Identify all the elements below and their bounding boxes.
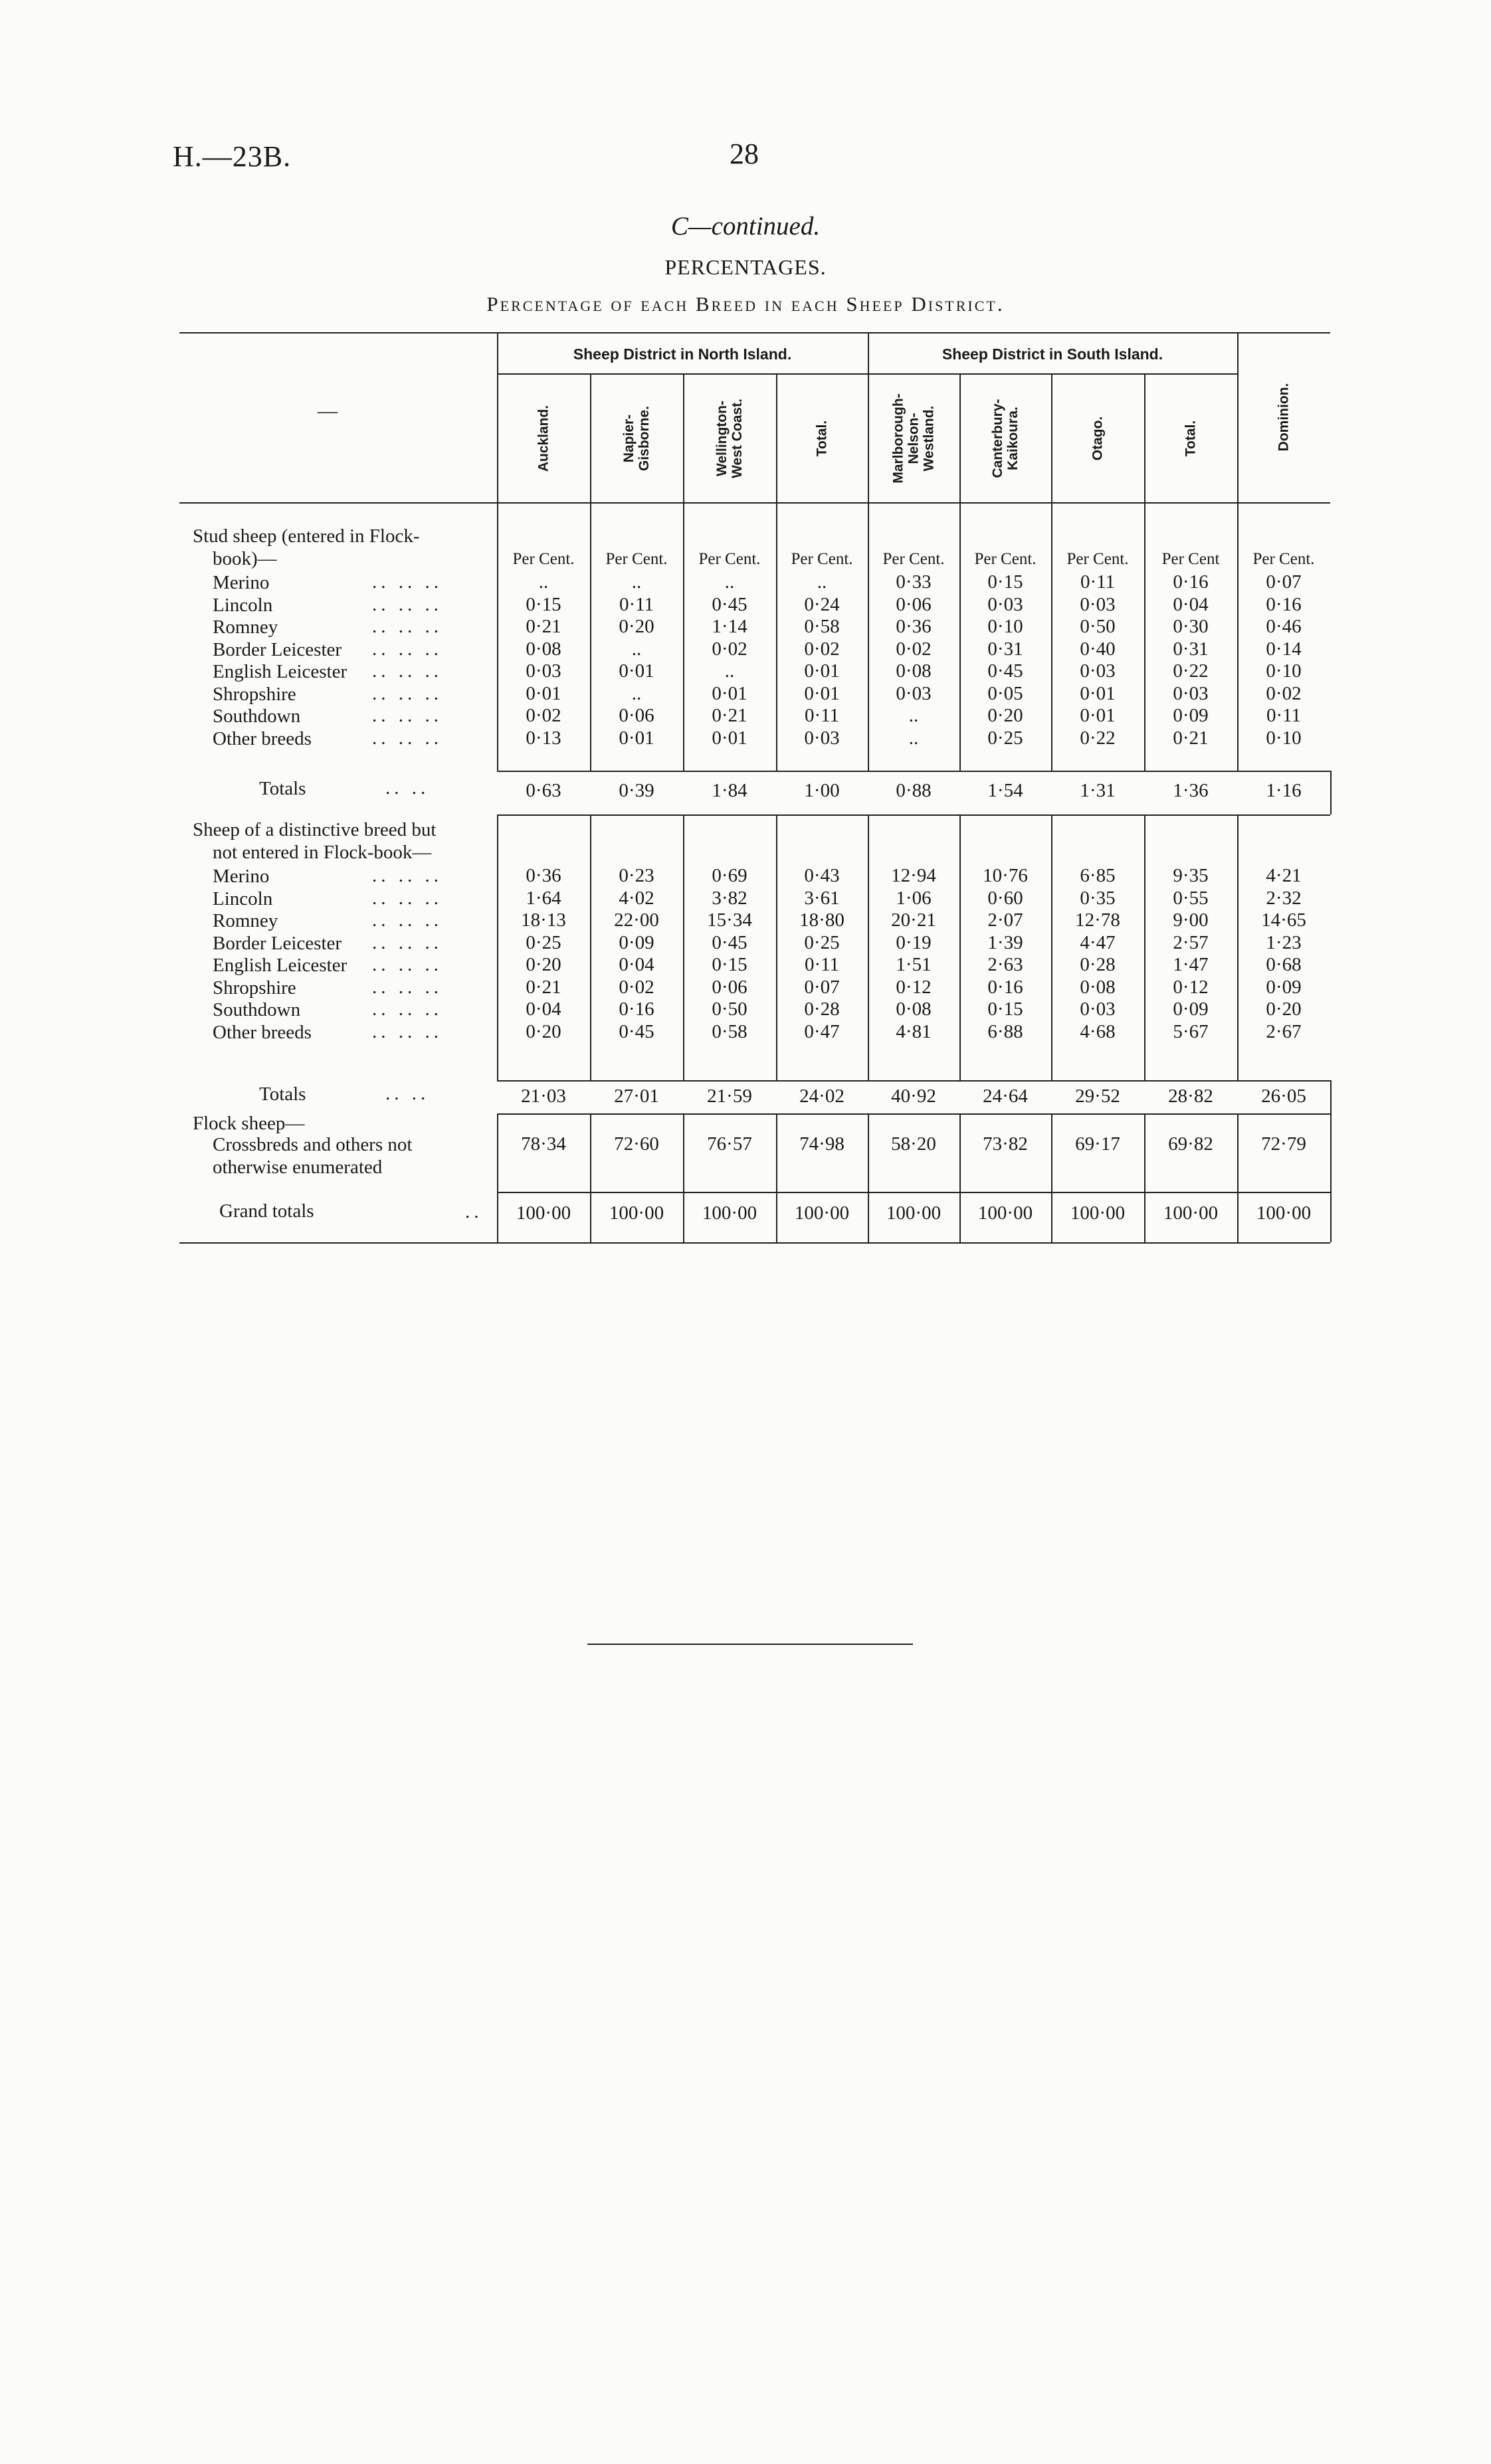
column-rule <box>1237 332 1239 502</box>
section-heading: Flock sheep— <box>193 1113 305 1134</box>
row-label: Merino <box>213 572 270 593</box>
column-header-label: Marlborough- Nelson- Westland. <box>890 393 937 484</box>
leader-dots: .. .. .. <box>372 931 443 953</box>
value-cell: 0·22 <box>1080 727 1116 749</box>
value-cell: 0·04 <box>619 954 654 975</box>
leader-dots: .. .. .. <box>372 593 443 615</box>
value-cell: .. <box>631 571 642 593</box>
value-cell: 0·24 <box>804 593 840 615</box>
value-cell: 0·15 <box>987 998 1023 1020</box>
unit-cell: Per Cent. <box>605 550 668 568</box>
column-header-label: Auckland. <box>536 405 551 472</box>
leader-dots: .. .. .. <box>372 909 443 931</box>
value-cell: 69·17 <box>1075 1133 1120 1155</box>
column-rule <box>776 373 777 502</box>
leader-dots: .. .. .. <box>372 887 443 909</box>
south-group-rule <box>868 373 1237 375</box>
value-cell: .. <box>817 571 827 593</box>
value-cell: 0·10 <box>1266 727 1302 749</box>
value-cell: 0·02 <box>1266 682 1302 704</box>
value-cell: 1·31 <box>1080 780 1116 801</box>
value-cell: .. <box>724 660 735 682</box>
value-cell: 0·14 <box>1266 638 1302 660</box>
row-label: English Leicester <box>213 661 348 682</box>
value-cell: 0·21 <box>526 616 561 637</box>
leader-dots: .. .. .. <box>372 682 443 704</box>
section-heading: Sheep of a distinctive breed but <box>193 819 437 840</box>
value-cell: 27·01 <box>614 1086 659 1107</box>
value-cell: 0·03 <box>987 593 1023 615</box>
value-cell: 0·40 <box>1080 638 1116 660</box>
value-cell: 0·69 <box>712 865 747 886</box>
value-cell: 74·98 <box>799 1133 845 1155</box>
value-cell: 18·13 <box>521 909 566 931</box>
value-cell: 100·00 <box>794 1202 850 1224</box>
value-cell: 40·92 <box>891 1086 936 1107</box>
value-cell: 0·12 <box>1173 976 1209 998</box>
value-cell: .. <box>631 638 642 660</box>
value-cell: 0·02 <box>896 638 932 660</box>
value-cell: 0·03 <box>896 682 932 704</box>
value-cell: 3·82 <box>712 887 747 909</box>
leader-dots: .. .. .. <box>372 571 443 593</box>
leader-dots: .. .. <box>385 1083 430 1104</box>
value-cell: 28·82 <box>1168 1086 1213 1107</box>
page-number: 28 <box>730 138 759 170</box>
value-cell: 0·63 <box>526 780 561 801</box>
value-cell: 0·13 <box>526 727 561 749</box>
value-cell: 3·61 <box>804 887 840 909</box>
unit-cell: Per Cent. <box>512 550 575 568</box>
value-cell: 0·02 <box>619 976 654 998</box>
column-header-label: Napier- Gisborne. <box>621 405 652 472</box>
column-rule <box>590 373 591 502</box>
value-cell: 0·25 <box>987 727 1023 749</box>
value-cell: 4·68 <box>1080 1020 1116 1042</box>
column-header-label: Wellington- West Coast. <box>714 399 745 478</box>
leader-dots: .. .. .. <box>372 954 443 975</box>
value-cell: 0·03 <box>526 660 561 682</box>
value-cell: 0·35 <box>1080 887 1116 909</box>
value-cell: 0·88 <box>896 780 932 801</box>
value-cell: 21·59 <box>707 1086 752 1107</box>
value-cell: 0·58 <box>804 616 840 637</box>
value-cell: 0·10 <box>1266 660 1302 682</box>
value-cell: 0·20 <box>1266 998 1302 1020</box>
value-cell: 0·15 <box>712 954 747 975</box>
column-header-label: Dominion. <box>1276 383 1292 452</box>
value-cell: 100·00 <box>516 1202 571 1224</box>
value-cell: 1·64 <box>526 887 561 909</box>
value-cell: 22·00 <box>614 909 659 931</box>
value-cell: 0·11 <box>804 705 840 726</box>
value-cell: 0·55 <box>1173 887 1209 909</box>
value-cell: 0·07 <box>804 976 840 998</box>
row-label: Other breeds <box>213 727 312 749</box>
value-cell: 72·79 <box>1261 1133 1306 1155</box>
row-label: otherwise enumerated <box>213 1157 383 1178</box>
value-cell: 0·23 <box>619 865 654 886</box>
leader-dots: .. .. .. <box>372 616 443 637</box>
row-label: Lincoln <box>213 594 273 616</box>
value-cell: 100·00 <box>977 1202 1033 1224</box>
value-cell: 58·20 <box>891 1133 936 1155</box>
value-cell: 1·47 <box>1173 954 1209 975</box>
value-cell: 21·03 <box>521 1086 566 1107</box>
value-cell: 0·33 <box>896 571 932 593</box>
value-cell: 1·54 <box>987 780 1023 801</box>
column-rule <box>1144 373 1145 502</box>
value-cell: 0·50 <box>712 998 747 1020</box>
value-cell: 0·09 <box>619 931 654 953</box>
section-subtitle: PERCENTAGES. <box>664 255 827 279</box>
leader-dots: .. .. .. <box>372 727 443 749</box>
value-cell: 1·00 <box>804 780 840 801</box>
value-cell: 26·05 <box>1261 1086 1306 1107</box>
row-label: Border Leicester <box>213 932 342 954</box>
value-cell: 6·88 <box>987 1020 1023 1042</box>
value-cell: 0·20 <box>526 954 561 975</box>
value-cell: 0·58 <box>712 1020 747 1042</box>
value-cell: 0·03 <box>1080 998 1116 1020</box>
header-bottom-rule <box>179 502 1330 504</box>
value-cell: 0·39 <box>619 780 654 801</box>
value-cell: 0·01 <box>804 682 840 704</box>
value-cell: 15·34 <box>707 909 752 931</box>
value-cell: 0·09 <box>1173 705 1209 726</box>
value-cell: 0·15 <box>987 571 1023 593</box>
value-cell: 0·22 <box>1173 660 1209 682</box>
value-cell: 1·39 <box>987 931 1023 953</box>
table-top-rule <box>179 332 1330 333</box>
value-cell: 0·47 <box>804 1020 840 1042</box>
unit-cell: Per Cent. <box>791 550 853 568</box>
value-cell: 0·19 <box>896 931 932 953</box>
value-cell: .. <box>724 571 735 593</box>
value-cell: 10·76 <box>983 865 1028 886</box>
value-cell: 0·03 <box>1080 660 1116 682</box>
row-label: Romney <box>213 910 278 931</box>
value-cell: 4·02 <box>619 887 654 909</box>
value-cell: 0·01 <box>619 727 654 749</box>
row-label: Shropshire <box>213 977 296 998</box>
value-cell: 0·12 <box>896 976 932 998</box>
value-cell: 1·84 <box>712 780 747 801</box>
unit-cell: Per Cent. <box>698 550 761 568</box>
value-cell: 29·52 <box>1075 1086 1120 1107</box>
row-label: Southdown <box>213 706 301 727</box>
value-cell: 2·57 <box>1173 931 1209 953</box>
leader-dots: .. .. <box>385 777 430 799</box>
value-cell: 0·28 <box>804 998 840 1020</box>
value-cell: 0·01 <box>526 682 561 704</box>
value-cell: 20·21 <box>891 909 936 931</box>
value-cell: 4·81 <box>896 1020 932 1042</box>
column-rule <box>683 373 684 502</box>
value-cell: 0·16 <box>619 998 654 1020</box>
value-cell: 69·82 <box>1168 1133 1213 1155</box>
value-cell: 0·68 <box>1266 954 1302 975</box>
north-island-group-label: Sheep District in North Island. <box>573 345 792 363</box>
value-cell: 100·00 <box>1070 1202 1126 1224</box>
totals-rule <box>497 771 1330 772</box>
value-cell: 0·36 <box>896 616 932 637</box>
column-header-label: Otago. <box>1090 416 1106 461</box>
value-cell: 0·15 <box>526 593 561 615</box>
value-cell: 2·67 <box>1266 1020 1302 1042</box>
value-cell: 0·20 <box>987 705 1023 726</box>
value-cell: 0·25 <box>804 931 840 953</box>
grand-totals-label: Grand totals <box>219 1200 314 1222</box>
unit-cell: Per Cent <box>1161 550 1220 568</box>
value-cell: 12·94 <box>891 865 936 886</box>
value-cell: 0·01 <box>712 727 747 749</box>
value-cell: 1·36 <box>1173 780 1209 801</box>
section-title: C—continued. <box>670 212 821 240</box>
value-cell: 12·78 <box>1075 909 1120 931</box>
section-heading: book)— <box>213 548 277 569</box>
row-label: Lincoln <box>213 888 273 909</box>
value-cell: 0·21 <box>712 705 747 726</box>
value-cell: 100·00 <box>1163 1202 1219 1224</box>
leader-dots: .. .. .. <box>372 865 443 886</box>
document-reference: H.—23B. <box>173 140 292 173</box>
unit-cell: Per Cent. <box>882 550 945 568</box>
value-cell: 0·08 <box>896 660 932 682</box>
value-cell: 0·46 <box>1266 616 1302 637</box>
value-cell: 0·10 <box>987 616 1023 637</box>
table-bottom-rule <box>179 1242 1330 1244</box>
value-cell: 1·16 <box>1266 780 1302 801</box>
value-cell: 0·01 <box>712 682 747 704</box>
value-cell: 0·01 <box>1080 682 1116 704</box>
unit-cell: Per Cent. <box>974 550 1037 568</box>
value-cell: 0·01 <box>1080 705 1116 726</box>
leader-dots: .. .. .. <box>372 705 443 726</box>
value-cell: 100·00 <box>702 1202 757 1224</box>
value-cell: 4·21 <box>1266 865 1302 886</box>
grand-totals-rule <box>497 1192 1330 1193</box>
value-cell: 0·01 <box>619 660 654 682</box>
column-rule <box>1330 1080 1332 1113</box>
leader-dots: .. <box>465 1201 483 1222</box>
value-cell: 9·00 <box>1173 909 1209 931</box>
column-header-label: Canterbury- Kaikoura. <box>990 399 1021 478</box>
value-cell: 0·50 <box>1080 616 1116 637</box>
value-cell: 0·02 <box>712 638 747 660</box>
value-cell: 0·28 <box>1080 954 1116 975</box>
totals-label: Totals <box>259 1084 306 1105</box>
totals-rule <box>497 814 1330 816</box>
row-label: Crossbreds and others not <box>213 1134 413 1155</box>
value-cell: 0·11 <box>619 593 654 615</box>
value-cell: 0·31 <box>1173 638 1209 660</box>
value-cell: 0·09 <box>1266 976 1302 998</box>
leader-dots: .. .. .. <box>372 638 443 660</box>
value-cell: 2·63 <box>987 954 1023 975</box>
value-cell: 0·05 <box>987 682 1023 704</box>
row-label: English Leicester <box>213 955 348 976</box>
value-cell: 0·06 <box>896 593 932 615</box>
value-cell: 0·09 <box>1173 998 1209 1020</box>
section-heading: Stud sheep (entered in Flock- <box>193 525 420 547</box>
value-cell: 0·11 <box>1266 705 1302 726</box>
value-cell: 1·23 <box>1266 931 1302 953</box>
row-label: Merino <box>213 866 270 887</box>
row-label: Border Leicester <box>213 638 342 660</box>
column-header-label: Total. <box>1183 420 1199 457</box>
unit-cell: Per Cent. <box>1252 550 1315 568</box>
value-cell: 24·02 <box>799 1086 845 1107</box>
value-cell: .. <box>908 705 919 726</box>
value-cell: 2·32 <box>1266 887 1302 909</box>
value-cell: 73·82 <box>983 1133 1028 1155</box>
value-cell: 0·45 <box>987 660 1023 682</box>
value-cell: 0·43 <box>804 865 840 886</box>
value-cell: 0·45 <box>712 593 747 615</box>
value-cell: 0·16 <box>1173 571 1209 593</box>
value-cell: 0·30 <box>1173 616 1209 637</box>
south-island-group-label: Sheep District in South Island. <box>942 345 1163 363</box>
value-cell: 0·25 <box>526 931 561 953</box>
value-cell: 0·20 <box>526 1020 561 1042</box>
value-cell: 5·67 <box>1173 1020 1209 1042</box>
value-cell: 0·45 <box>619 1020 654 1042</box>
totals-rule <box>497 1113 1330 1115</box>
value-cell: 76·57 <box>707 1133 752 1155</box>
value-cell: 100·00 <box>609 1202 664 1224</box>
column-rule <box>1330 1113 1332 1242</box>
column-rule <box>1051 373 1052 502</box>
value-cell: 100·00 <box>1256 1202 1312 1224</box>
value-cell: 0·03 <box>1173 682 1209 704</box>
value-cell: 0·45 <box>712 931 747 953</box>
stub-header: — <box>318 400 338 422</box>
value-cell: 0·04 <box>526 998 561 1020</box>
totals-rule <box>497 1080 1330 1082</box>
value-cell: 0·08 <box>896 998 932 1020</box>
column-rule <box>959 373 961 502</box>
value-cell: 0·20 <box>619 616 654 637</box>
value-cell: 0·08 <box>526 638 561 660</box>
value-cell: 0·36 <box>526 865 561 886</box>
column-rule <box>1330 771 1332 814</box>
value-cell: 0·11 <box>1080 571 1116 593</box>
value-cell: 4·47 <box>1080 931 1116 953</box>
value-cell: 0·16 <box>1266 593 1302 615</box>
value-cell: 100·00 <box>886 1202 942 1224</box>
row-label: Other breeds <box>213 1021 312 1043</box>
value-cell: 0·16 <box>987 976 1023 998</box>
leader-dots: .. .. .. <box>372 1020 443 1042</box>
unit-cell: Per Cent. <box>1066 550 1129 568</box>
value-cell: 0·03 <box>1080 593 1116 615</box>
table-title: Percentage of each Breed in each Sheep District. <box>486 292 1005 316</box>
value-cell: .. <box>538 571 549 593</box>
row-label: Romney <box>213 616 278 638</box>
totals-label: Totals <box>259 778 306 799</box>
value-cell: 0·06 <box>619 705 654 726</box>
value-cell: .. <box>908 727 919 749</box>
value-cell: 18·80 <box>799 909 845 931</box>
row-label: Southdown <box>213 999 301 1020</box>
value-cell: 78·34 <box>521 1133 566 1155</box>
value-cell: 0·06 <box>712 976 747 998</box>
column-header-label: Total. <box>814 420 830 457</box>
leader-dots: .. .. .. <box>372 998 443 1020</box>
value-cell: 14·65 <box>1261 909 1306 931</box>
north-group-rule <box>497 373 868 375</box>
value-cell: .. <box>631 682 642 704</box>
value-cell: 0·60 <box>987 887 1023 909</box>
value-cell: 0·04 <box>1173 593 1209 615</box>
value-cell: 6·85 <box>1080 865 1116 886</box>
value-cell: 0·01 <box>804 660 840 682</box>
row-label: Shropshire <box>213 683 296 705</box>
value-cell: 72·60 <box>614 1133 659 1155</box>
value-cell: 0·21 <box>526 976 561 998</box>
value-cell: 0·07 <box>1266 571 1302 593</box>
value-cell: 0·08 <box>1080 976 1116 998</box>
value-cell: 0·11 <box>804 954 840 975</box>
closing-rule <box>587 1644 913 1645</box>
value-cell: 0·02 <box>526 705 561 726</box>
value-cell: 1·14 <box>712 616 747 637</box>
value-cell: 1·06 <box>896 887 932 909</box>
value-cell: 24·64 <box>983 1086 1028 1107</box>
leader-dots: .. .. .. <box>372 976 443 998</box>
value-cell: 0·21 <box>1173 727 1209 749</box>
value-cell: 9·35 <box>1173 865 1209 886</box>
value-cell: 0·31 <box>987 638 1023 660</box>
section-heading: not entered in Flock-book— <box>213 842 432 863</box>
value-cell: 1·51 <box>896 954 932 975</box>
value-cell: 0·03 <box>804 727 840 749</box>
leader-dots: .. .. .. <box>372 660 443 682</box>
value-cell: 0·02 <box>804 638 840 660</box>
value-cell: 2·07 <box>987 909 1023 931</box>
